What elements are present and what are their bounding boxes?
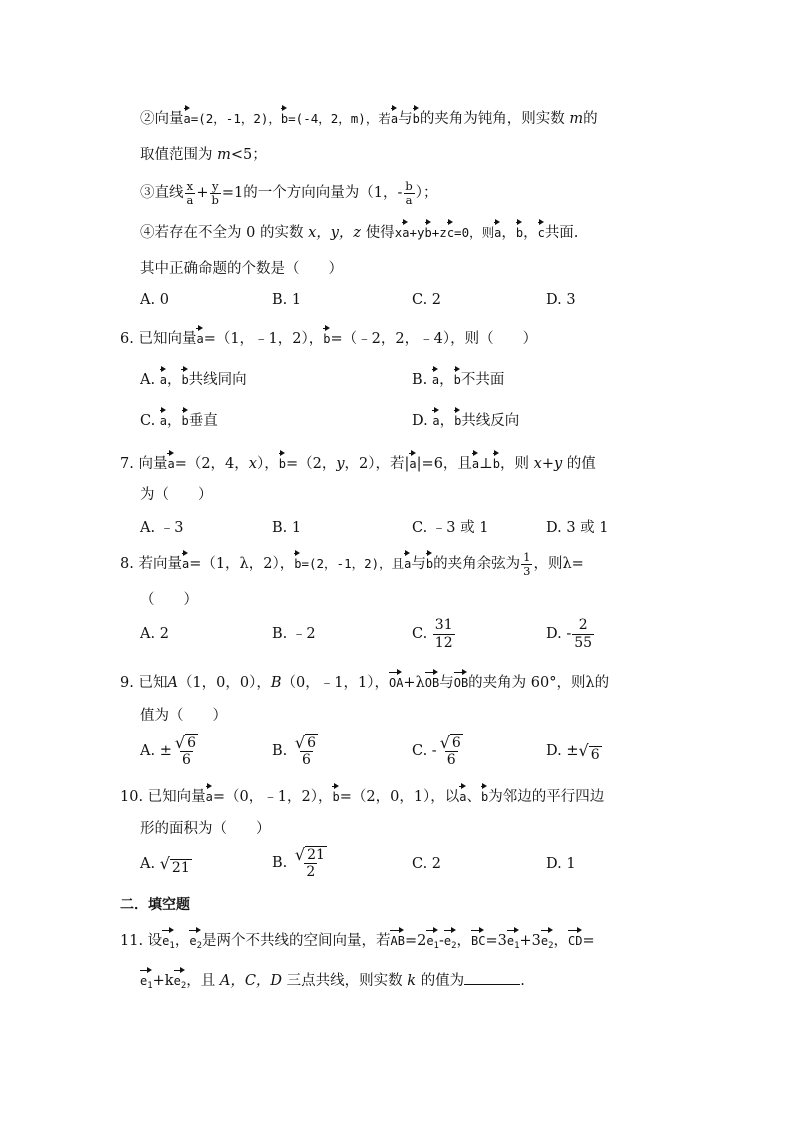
vector-a: a bbox=[494, 220, 501, 240]
text: 不共面 bbox=[460, 372, 505, 388]
text: =2 bbox=[404, 933, 427, 949]
q6-option-c[interactable]: C. a，b垂直 bbox=[140, 408, 218, 431]
text: 的夹角余弦为 bbox=[433, 556, 521, 572]
text: <5； bbox=[230, 147, 267, 163]
text: ）； bbox=[415, 185, 438, 201]
q5-item2-line1 bbox=[140, 106, 598, 129]
q11-stem-line1 bbox=[120, 928, 595, 953]
numerator: 2 bbox=[578, 616, 588, 633]
fraction-y-over-b bbox=[210, 180, 221, 207]
text: . bbox=[520, 973, 525, 989]
vector-b: b bbox=[493, 451, 500, 471]
text: C. bbox=[412, 743, 428, 759]
vector-b: b bbox=[281, 106, 288, 126]
numerator: 31 bbox=[434, 616, 453, 633]
vector-b: b bbox=[454, 408, 461, 428]
text: e bbox=[162, 934, 170, 948]
vector-e2: $e_2$ bbox=[444, 928, 457, 953]
fraction bbox=[433, 617, 455, 652]
q8-stem bbox=[120, 547, 584, 581]
vector-cd: CD bbox=[568, 928, 582, 948]
text: （1，0，0）， bbox=[177, 675, 271, 691]
vector-b: b bbox=[481, 784, 488, 804]
text: A. bbox=[140, 372, 156, 388]
fraction bbox=[293, 846, 329, 881]
text: - bbox=[431, 743, 437, 759]
vector-e1: $e_1$ bbox=[140, 968, 153, 993]
text: = bbox=[582, 933, 595, 949]
text: D. bbox=[412, 413, 428, 429]
text: ，且 bbox=[186, 973, 216, 989]
q5-item4: ④若存在不全为 0 的实数 x，y，z 使得xa+yb+zc=0，则a，b，c共面. bbox=[140, 220, 578, 243]
denominator: 6 bbox=[181, 751, 191, 768]
vector-a: a bbox=[196, 326, 203, 346]
sqrt: √ 21 bbox=[159, 854, 190, 876]
q10-option-b[interactable] bbox=[272, 843, 330, 883]
text: 共线反向 bbox=[461, 413, 520, 429]
text: ）， bbox=[256, 456, 279, 472]
text: 取值范围为 bbox=[140, 147, 213, 163]
text: e bbox=[173, 974, 181, 988]
text: 与 bbox=[439, 675, 454, 691]
q9-stem-line2: 值为（ ） bbox=[140, 708, 227, 724]
vector-a: a bbox=[409, 451, 416, 471]
q6-option-b[interactable]: B. a，b不共面 bbox=[412, 367, 504, 390]
text: =(2，-1，2)， bbox=[190, 111, 281, 126]
vector-b: b bbox=[181, 367, 188, 387]
sqrt: √ 6 bbox=[439, 732, 461, 752]
numerator: b bbox=[405, 178, 413, 193]
text: 与 bbox=[398, 111, 413, 127]
q9-option-c[interactable] bbox=[412, 731, 466, 771]
q5-option-b[interactable]: B. 1 bbox=[272, 292, 302, 308]
text: 共线同向 bbox=[188, 372, 247, 388]
q5-item2-line2 bbox=[140, 145, 267, 165]
q9-option-a[interactable] bbox=[140, 731, 201, 771]
q7-stem-line2: 为（ ） bbox=[140, 487, 213, 503]
vector-b: b bbox=[454, 367, 461, 387]
text: =（1，λ，2）， bbox=[189, 556, 295, 572]
text: e bbox=[540, 934, 549, 948]
text: =0，则 bbox=[454, 225, 495, 240]
denominator: a bbox=[186, 192, 194, 207]
text: 使得 bbox=[365, 225, 395, 241]
text: ， bbox=[553, 933, 569, 949]
text: =(-4，2，m)，若 bbox=[288, 111, 391, 126]
text: =1的一个方向向量为（1， bbox=[221, 185, 398, 201]
q9-option-d[interactable] bbox=[546, 739, 602, 763]
vector-b: b bbox=[413, 106, 420, 126]
sqrt: √ 6 bbox=[294, 732, 316, 752]
q10-option-c[interactable]: C. 2 bbox=[412, 856, 442, 872]
numerator: 1 bbox=[523, 549, 531, 564]
fraction-one-third bbox=[521, 551, 532, 578]
vector-b: b bbox=[294, 551, 301, 571]
vector-b: b bbox=[425, 220, 432, 240]
text: D. bbox=[546, 626, 562, 642]
radicand: 6 bbox=[451, 734, 461, 751]
vector-e1: $e_1$ bbox=[426, 928, 439, 953]
text: A. bbox=[140, 856, 156, 872]
q9-option-b[interactable] bbox=[272, 731, 321, 771]
text: ，2），若| bbox=[344, 456, 410, 472]
q6-stem bbox=[120, 326, 537, 349]
text: 7. 向量 bbox=[120, 456, 168, 472]
q5-option-a[interactable]: A. 0 bbox=[140, 292, 169, 308]
q7-option-d[interactable]: D. 3 或 1 bbox=[546, 520, 609, 536]
q10-option-d[interactable]: D. 1 bbox=[546, 856, 576, 872]
q7-option-a[interactable]: A. ﹣3 bbox=[140, 520, 184, 536]
denominator: 6 bbox=[446, 751, 456, 768]
text: 垂直 bbox=[188, 413, 218, 429]
numerator: x bbox=[186, 178, 194, 193]
text: e bbox=[189, 934, 197, 948]
q7-option-b[interactable]: B. 1 bbox=[272, 520, 302, 536]
text: =（2，0，1），以 bbox=[339, 789, 460, 805]
text: =（2， bbox=[285, 456, 337, 472]
vector-a: a bbox=[472, 451, 479, 471]
vector-a: a bbox=[182, 551, 189, 571]
text: 的 bbox=[583, 111, 598, 127]
radicand: 6 bbox=[187, 734, 196, 751]
text: ②向量 bbox=[140, 111, 184, 127]
q7-option-c[interactable]: C. ﹣3 或 1 bbox=[412, 520, 489, 536]
vector-a: a bbox=[459, 784, 466, 804]
vector-a: a bbox=[432, 367, 439, 387]
text: |=6，且 bbox=[416, 456, 472, 472]
vector-b: b bbox=[332, 784, 339, 804]
text: ，则 bbox=[500, 456, 530, 472]
text: 三点共线，则实数 bbox=[286, 973, 403, 989]
var-m: m bbox=[569, 111, 584, 127]
text: =（0，﹣1，2）， bbox=[212, 789, 333, 805]
text: C. bbox=[412, 626, 428, 642]
radicand: 21 bbox=[171, 860, 190, 876]
text: =（﹣2，2，﹣4），则（ ） bbox=[330, 331, 538, 347]
text: A. bbox=[140, 743, 156, 759]
vector-ab: AB bbox=[390, 928, 404, 948]
q10-stem-line2: 形的面积为（ ） bbox=[140, 821, 271, 837]
vector-a: a bbox=[206, 784, 213, 804]
var-x-plus-y: x+y bbox=[533, 456, 563, 472]
fraction bbox=[572, 617, 594, 652]
fraction-x-over-a bbox=[185, 180, 196, 207]
vector-a: a bbox=[167, 451, 174, 471]
text: e bbox=[506, 934, 515, 948]
q5-option-c[interactable]: C. 2 bbox=[412, 292, 442, 308]
vector-ob: OB bbox=[454, 670, 468, 690]
denominator: 3 bbox=[523, 563, 531, 578]
sqrt: √ 6 bbox=[174, 732, 196, 752]
q10-option-a[interactable] bbox=[140, 852, 192, 876]
text: B. bbox=[412, 372, 428, 388]
sqrt: √ 6 bbox=[578, 741, 600, 763]
text: 11. 设 bbox=[120, 933, 163, 949]
vector-c: c bbox=[447, 220, 454, 240]
vector-c: c bbox=[538, 220, 545, 240]
numerator: y bbox=[211, 178, 219, 193]
var-k: k bbox=[407, 973, 417, 989]
section-heading: 二．填空题 bbox=[120, 897, 190, 913]
text: ③直线 bbox=[140, 185, 184, 201]
vector-b: b bbox=[279, 451, 286, 471]
q5-option-d[interactable]: D. 3 bbox=[546, 292, 576, 308]
vector-e2: $e_2$ bbox=[541, 928, 554, 953]
text: +k bbox=[152, 973, 174, 989]
text: 共面. bbox=[544, 225, 579, 241]
expr: x bbox=[394, 225, 403, 240]
denominator: 12 bbox=[434, 634, 453, 651]
text: ④若存在不全为 0 的实数 bbox=[140, 225, 304, 241]
text: 是两个不共线的空间向量，若 bbox=[201, 933, 391, 949]
sqrt: √ 21 bbox=[294, 844, 325, 864]
text: D. bbox=[546, 743, 562, 759]
text: B. bbox=[272, 743, 288, 759]
vector-b: b bbox=[426, 551, 433, 571]
text: ± bbox=[566, 743, 579, 759]
text: 、 bbox=[466, 789, 482, 805]
fraction bbox=[293, 734, 320, 769]
text: ⊥ bbox=[479, 456, 493, 472]
text: - bbox=[438, 933, 444, 949]
text: 10. 已知向量 bbox=[120, 789, 206, 805]
vector-a: a bbox=[404, 551, 411, 571]
vector-e2: $e_2$ bbox=[174, 968, 187, 993]
text: 6. 已知向量 bbox=[120, 331, 197, 347]
text: ，则λ= bbox=[533, 556, 584, 572]
text: =（2，4， bbox=[174, 456, 249, 472]
vector-a: a bbox=[432, 408, 439, 428]
q7-stem bbox=[120, 451, 596, 474]
vector-e2: $e_2$ bbox=[189, 928, 202, 953]
fraction bbox=[173, 734, 200, 769]
text: e bbox=[426, 934, 434, 948]
q8-option-c[interactable] bbox=[412, 616, 456, 652]
text: =3 bbox=[485, 933, 507, 949]
point-b: B bbox=[270, 675, 282, 691]
vector-a: a bbox=[391, 106, 398, 126]
q8-option-d[interactable] bbox=[546, 616, 595, 652]
var-m: m bbox=[217, 147, 231, 163]
text: 9. 已知 bbox=[120, 675, 168, 691]
q9-stem bbox=[120, 670, 609, 693]
denominator: 55 bbox=[574, 634, 593, 651]
text: e bbox=[140, 974, 148, 988]
answer-blank[interactable] bbox=[464, 970, 520, 985]
q5-item3: ③直线 $\frac{x}{a}$ + $\frac{y}{b}$ =1的一个方向向量为（1，- $\frac{b}{a}$ ）； bbox=[140, 178, 438, 207]
vector-bc: BC bbox=[471, 928, 485, 948]
vector-oa: OA bbox=[389, 670, 403, 690]
text: B. bbox=[272, 855, 288, 871]
text: 的值 bbox=[566, 456, 596, 472]
q8-option-b[interactable]: B. ﹣2 bbox=[272, 626, 316, 642]
text: ， bbox=[456, 933, 472, 949]
text: ， bbox=[174, 933, 190, 949]
text: +3 bbox=[519, 933, 541, 949]
fraction-b-over-a bbox=[403, 180, 414, 207]
denominator: b bbox=[211, 192, 219, 207]
text: 8. 若向量 bbox=[120, 556, 182, 572]
var-y: y bbox=[336, 456, 345, 472]
text: ± bbox=[159, 743, 172, 759]
vector-a: a bbox=[160, 367, 167, 387]
denominator: a bbox=[405, 192, 413, 207]
vector-a: a bbox=[184, 106, 191, 126]
vector-b: b bbox=[323, 326, 330, 346]
q6-option-a[interactable]: A. a，b共线同向 bbox=[140, 367, 247, 390]
q5-stem: 其中正确命题的个数是（ ） bbox=[140, 261, 343, 277]
var-x: x bbox=[248, 456, 257, 472]
q10-stem bbox=[120, 784, 604, 807]
text: 的夹角为钝角，则实数 bbox=[419, 111, 565, 127]
vector-e1: $e_1$ bbox=[507, 928, 520, 953]
points-acd: A，C，D bbox=[219, 973, 283, 989]
radicand: 21 bbox=[307, 846, 325, 863]
point-a: A bbox=[167, 675, 178, 691]
text: e bbox=[443, 934, 452, 948]
text: 与 bbox=[411, 556, 426, 572]
q11-stem-line2 bbox=[140, 968, 525, 993]
denominator: 2 bbox=[306, 863, 316, 880]
text: +λ bbox=[403, 675, 425, 691]
vector-ob: OB bbox=[425, 670, 439, 690]
vector-e1: $e_1$ bbox=[162, 928, 175, 953]
vector-b: b bbox=[516, 220, 523, 240]
fraction bbox=[438, 734, 465, 769]
text: C. bbox=[140, 413, 156, 429]
vector-b: b bbox=[182, 408, 189, 428]
q8-stem-line2: （ ） bbox=[140, 592, 198, 608]
radicand: 6 bbox=[307, 734, 316, 751]
q6-option-d[interactable]: D. a，b共线反向 bbox=[412, 408, 519, 431]
text: =（1，﹣1，2）， bbox=[203, 331, 324, 347]
text: - bbox=[566, 626, 572, 642]
text: 的值为 bbox=[420, 973, 465, 989]
vector-a: a bbox=[160, 408, 167, 428]
text: 为邻边的平行四边 bbox=[488, 789, 605, 805]
text: （0，﹣1，1）， bbox=[281, 675, 389, 691]
vars-xyz: x，y，z bbox=[308, 225, 362, 241]
denominator: 6 bbox=[301, 751, 311, 768]
radicand: 6 bbox=[590, 747, 600, 763]
text: =(2，-1，2)，且 bbox=[301, 556, 405, 571]
vector-a: a bbox=[402, 220, 409, 240]
text: 的夹角为 60°，则λ的 bbox=[468, 675, 610, 691]
q8-option-a[interactable]: A. 2 bbox=[140, 626, 169, 642]
